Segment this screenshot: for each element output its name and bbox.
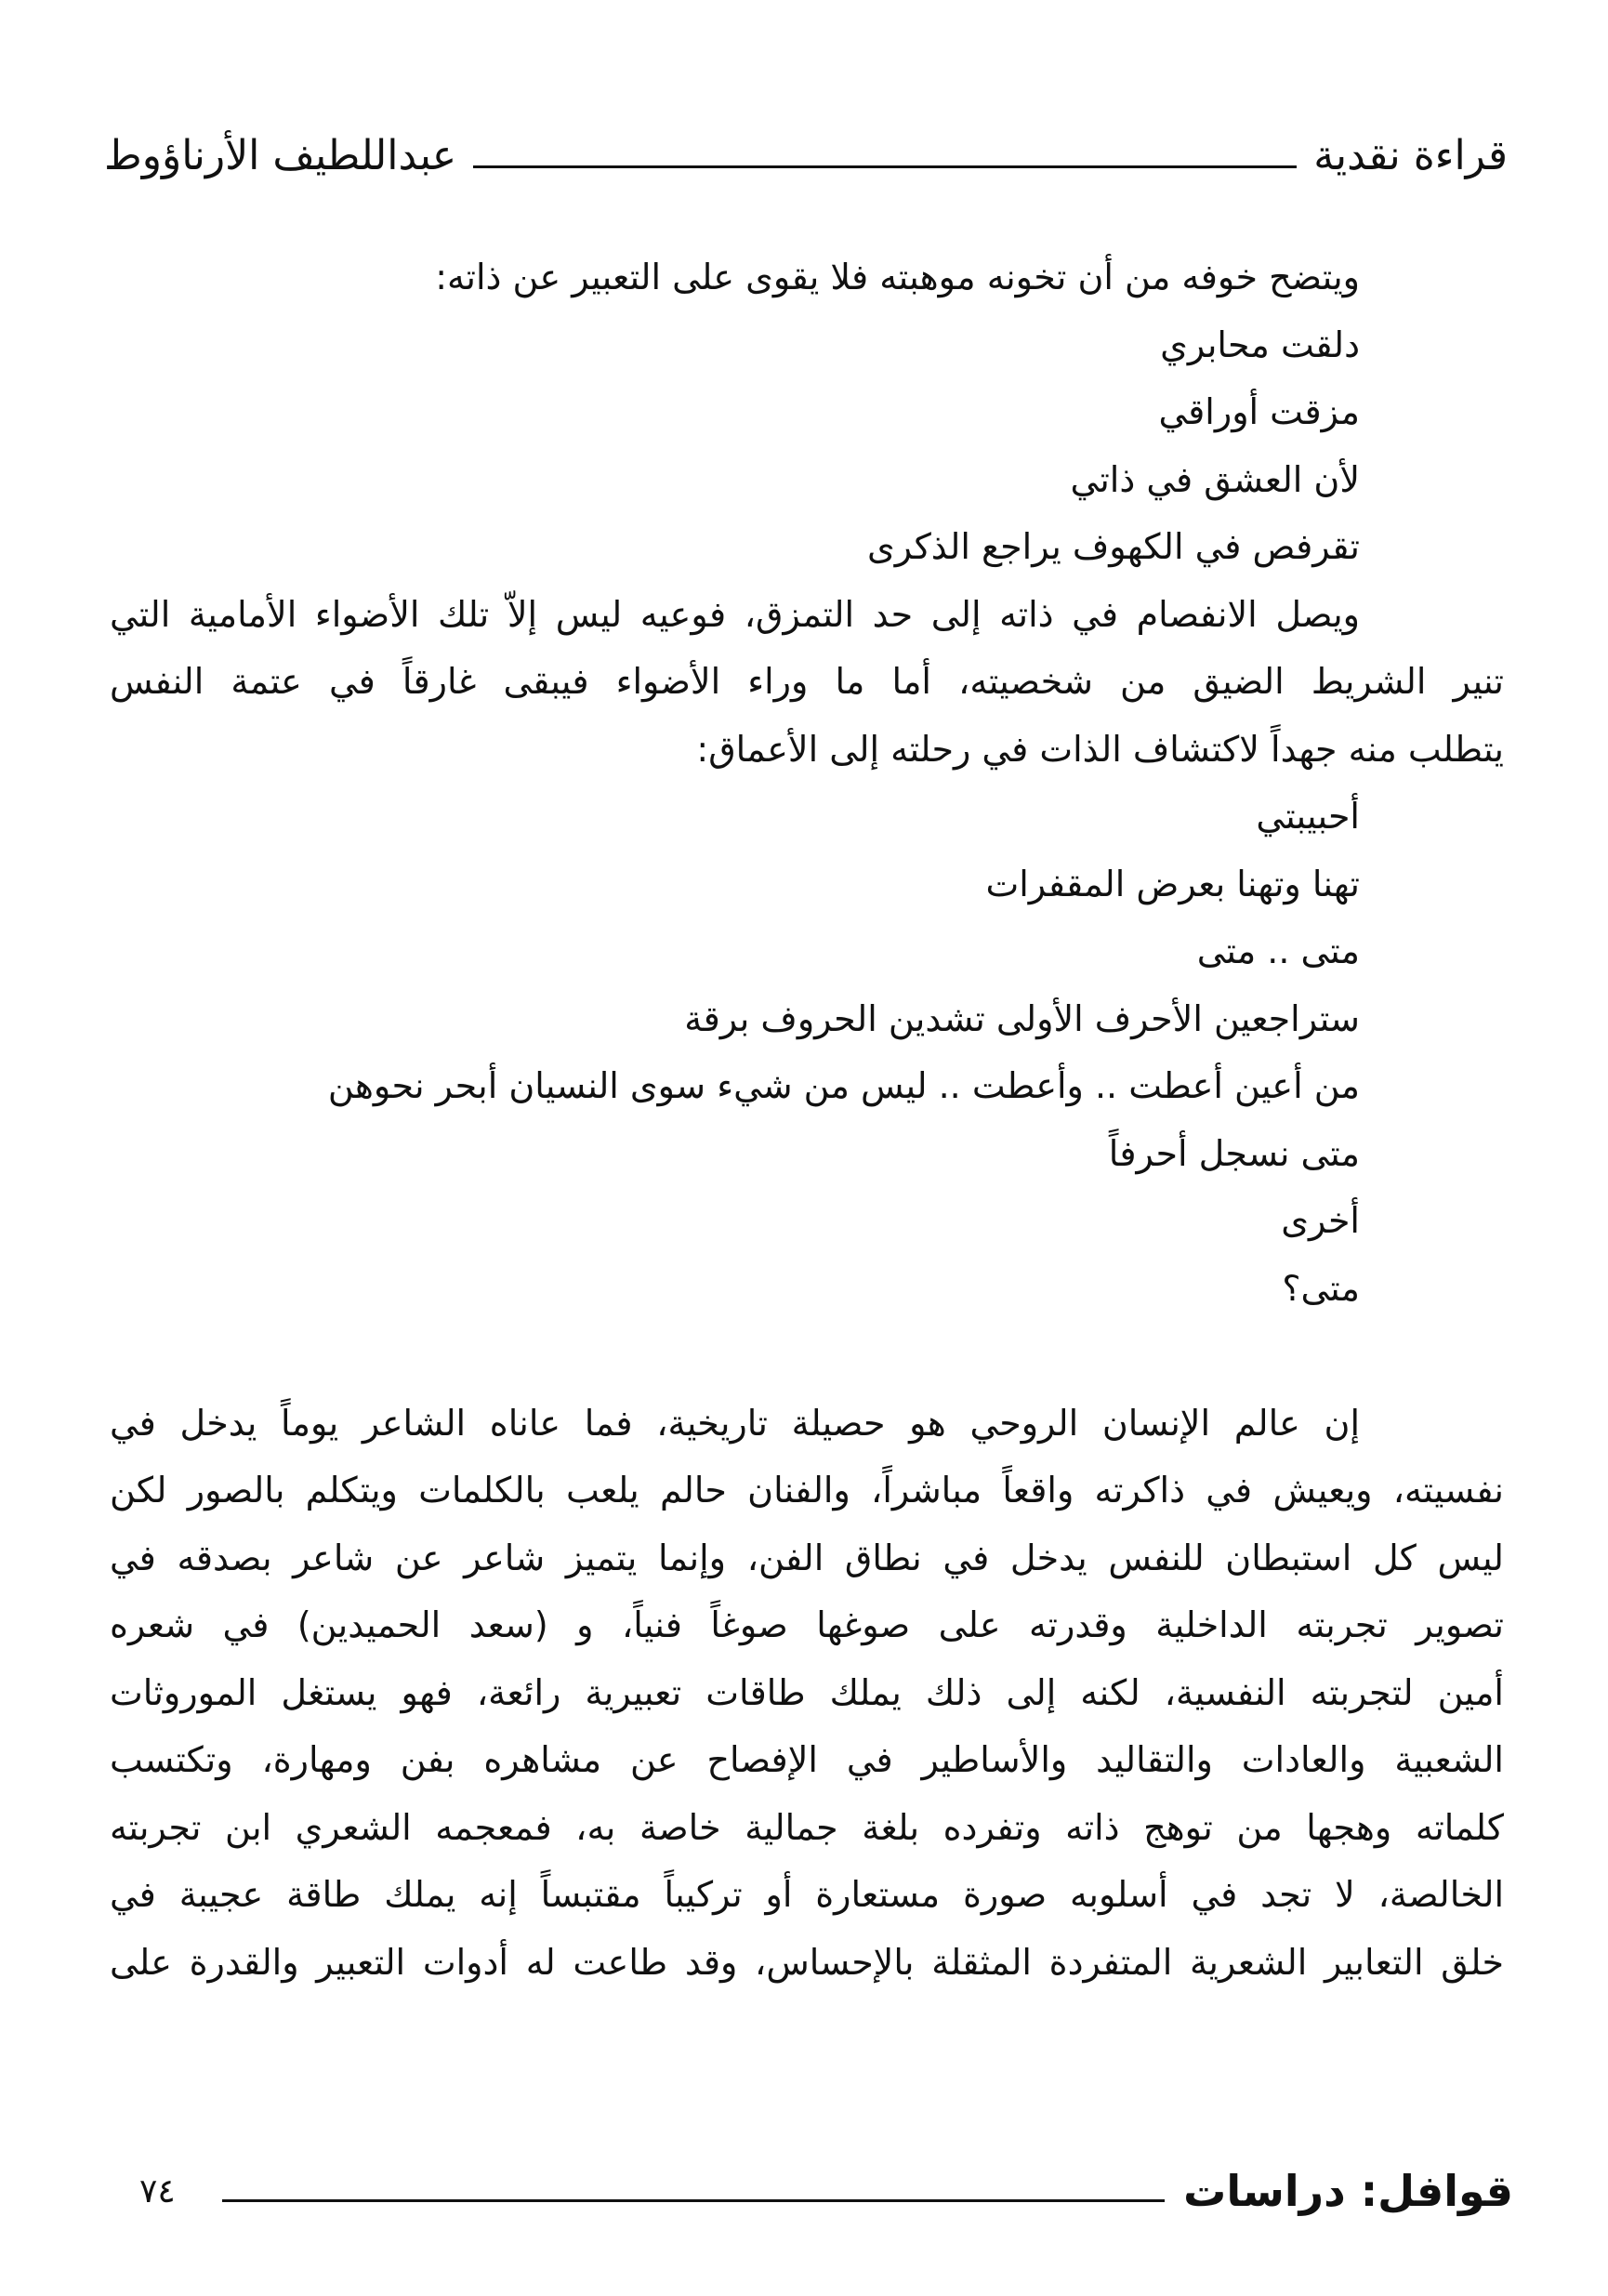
paragraph-line: يتطلب منه جهداً لاكتشاف الذات في رحلته إلى الأعماق: <box>696 728 1504 770</box>
verse-line: مزقت أوراقي <box>1158 391 1360 432</box>
intro-line: ويتضح خوفه من أن تخونه موهبته فلا يقوى على التعبير عن ذاته: <box>435 257 1360 297</box>
header-author: عبداللطيف الأرناؤوط <box>104 131 457 179</box>
paragraph-line: الخالصة، لا تجد في أسلوبه صورة مستعارة أو تركيباً مقتبساً إنه يملك طاقة عجيبة في <box>110 1874 1504 1915</box>
paragraph-line: أمين لتجربته النفسية، لكنه إلى ذلك يملك طاقات تعبيرية رائعة، فهو يستغل الموروثات <box>110 1671 1504 1713</box>
header-section-title: قراءة نقدية <box>1313 131 1508 179</box>
paragraph-line: نفسيته، ويعيش في ذاكرته واقعاً مباشراً، والفنان حالم يلعب بالكلمات ويتكلم بالصور لكن <box>110 1470 1504 1511</box>
page-number: ٧٤ <box>139 2171 176 2210</box>
verse-line: من أعين أعطت .. وأعطت .. ليس من شيء سوى النسيان أبحر نحوهن <box>327 1065 1360 1106</box>
page-footer <box>139 2158 1513 2223</box>
paragraph-line: ليس كل استبطان للنفس يدخل في نطاق الفن، وإنما يتميز شاعر عن شاعر بصدقه في <box>110 1537 1504 1578</box>
paragraph-line: خلق التعابير الشعرية المتفردة المثقلة بالإحساس، وقد طاعت له أدوات التعبير والقدرة على <box>110 1941 1504 1983</box>
verse-line: أحبيبتي <box>1256 796 1360 837</box>
verse-line: متى .. متى <box>1196 930 1360 971</box>
verse-line: متى؟ <box>1282 1267 1360 1309</box>
paragraph-line: إن عالم الإنسان الروحي هو حصيلة تاريخية، فما عاناه الشاعر يوماً يدخل في <box>110 1402 1360 1444</box>
paragraph-line: ويصل الانفصام في ذاته إلى حد التمزق، فوعيه ليس إلاّ تلك الأضواء الأمامية التي <box>110 593 1360 635</box>
paragraph-line: الشعبية والعادات والتقاليد والأساطير في الإفصاح عن مشاهره بفن ومهارة، وتكتسب <box>110 1739 1504 1780</box>
body-text <box>110 244 1504 1996</box>
verse-line: دلقت محابري <box>1160 323 1360 365</box>
verse-line: ستراجعين الأحرف الأولى تشدين الحروف برقة <box>684 997 1360 1039</box>
header-rule <box>473 165 1297 168</box>
verse-line: أخرى <box>1281 1200 1360 1241</box>
page-header <box>104 113 1508 197</box>
paragraph-gap <box>110 1322 1504 1390</box>
journal-name: قوافل: دراسات <box>1183 2166 1513 2216</box>
paragraph-line: كلماته وهجها من توهج ذاته وتفرده بلغة جمالية خاصة به، فمعجمه الشعري ابن تجربته <box>110 1806 1504 1848</box>
verse-line: تهنا وتهنا بعرض المقفرات <box>985 863 1360 904</box>
verse-line: متى نسجل أحرفاً <box>1108 1132 1360 1174</box>
paragraph-line: تصوير تجربته الداخلية وقدرته على صوغها صوغاً فنياً، و (سعد الحميدين) في شعره <box>110 1604 1504 1645</box>
footer-rule <box>222 2199 1165 2202</box>
verse-line: تقرفص في الكهوف يراجع الذكرى <box>867 526 1360 567</box>
paragraph-line: تنير الشريط الضيق من شخصيته، أما ما وراء الأضواء فيبقى غارقاً في عتمة النفس <box>110 661 1504 702</box>
verse-line: لأن العشق في ذاتي <box>1070 458 1360 500</box>
